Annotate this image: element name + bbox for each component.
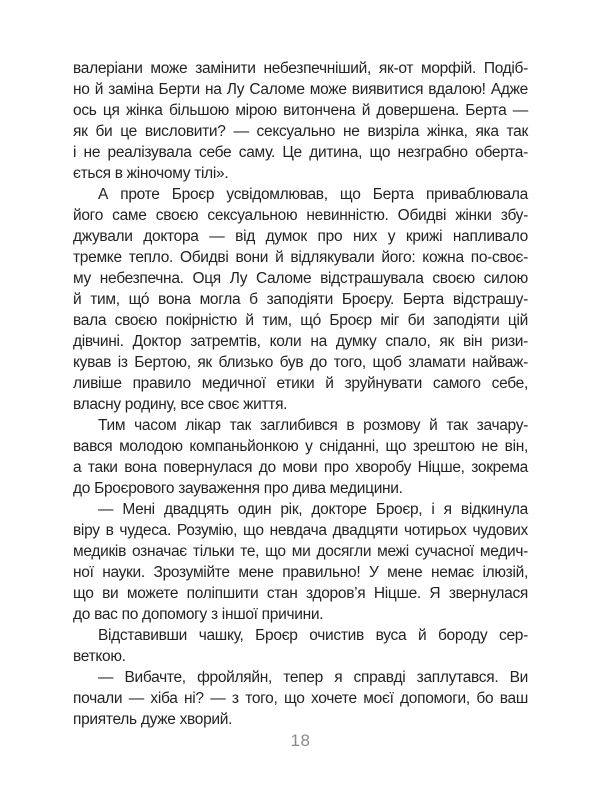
text-line: джували доктора — від думок про них у крижі напливало	[73, 228, 528, 245]
text-line: власну родину, все своє життя.	[73, 396, 288, 413]
text-line: — Вибачте, фройляйн, тепер я справді заплутався. Ви	[98, 669, 528, 686]
text-line: А проте Броєр усвідомлював, що Берта приваблювала	[98, 186, 528, 203]
page-number: 18	[290, 731, 311, 750]
text-line: до вас по допомогу з іншої причини.	[73, 606, 324, 623]
paragraph	[73, 667, 528, 730]
text-line: приятель дуже хворий.	[73, 711, 233, 728]
text-line: тремке тепло. Обидві вони й відлякували його: кожна по-своє-	[73, 249, 528, 266]
text-line: ливіше правило медичної етики й зруйнувати самого себе,	[73, 375, 528, 392]
text-line: медиків означає тільки те, що ми досягли межі сучасної медич-	[73, 543, 528, 560]
text-line: Тим часом лікар так заглибився в розмову й так зачару-	[98, 417, 528, 434]
paragraph	[73, 58, 528, 184]
paragraph	[73, 499, 528, 625]
text-line: но й заміна Берти на Лу Саломе може виявитися вдалою! Адже	[73, 81, 528, 98]
text-line: почали — хіба ні? — з того, що хочете моєї допомоги, бо ваш	[73, 690, 528, 707]
page-text-block	[73, 58, 528, 730]
text-line: до Броєрового зауваження про дива медицини.	[73, 480, 403, 497]
text-line: ось ця жінка більшою мірою витончена й довершена. Берта —	[73, 102, 528, 119]
text-line: ється в жіночому тілі».	[73, 165, 229, 182]
text-line: його саме своєю сексуальною невинністю. Обидві жінки збу-	[73, 207, 528, 224]
text-line: веткою.	[73, 648, 126, 665]
paragraph	[73, 415, 528, 499]
text-line: му небезпечна. Оця Лу Саломе відстрашувала своєю силою	[73, 270, 528, 287]
text-line: що ви можете поліпшити стан здоров’я Ніцше. Я звернулася	[73, 585, 528, 602]
text-line: й тим, що́ вона могла б заподіяти Броєру. Берта відстрашу-	[73, 291, 528, 308]
text-line: і не реалізувала себе саму. Це дитина, що незграбно оберта-	[73, 144, 528, 161]
text-line: ної науки. Зрозумійте мене правильно! У мене немає ілюзій,	[73, 564, 528, 581]
text-line: вався молодою компаньйонкою у сніданні, що зрештою не він,	[73, 438, 528, 455]
paragraph	[73, 184, 528, 415]
text-line: Відставивши чашку, Броєр очистив вуса й бороду сер-	[98, 627, 528, 644]
text-line: вала своєю покірністю й тим, що́ Броєр міг би заподіяти цій	[73, 312, 528, 329]
text-line: віру в чудеса. Розумію, що невдача двадцяти чотирьох чудових	[73, 522, 528, 539]
paragraph	[73, 625, 528, 667]
text-line: кував із Бертою, як близько був до того, щоб зламати найваж-	[73, 354, 528, 371]
text-line: валеріани може замінити небезпечніший, як-от морфій. Подіб-	[73, 60, 528, 77]
text-line: а таки вона повернулася до мови про хворобу Ніцше, зокрема	[73, 459, 528, 476]
text-line: — Мені двадцять один рік, докторе Броєр, і я відкинула	[98, 501, 528, 518]
text-line: дівчині. Доктор затремтів, коли на думку спало, як він ризи-	[73, 333, 528, 350]
text-line: як би це висловити? — сексуально не визріла жінка, яка так	[73, 123, 528, 140]
